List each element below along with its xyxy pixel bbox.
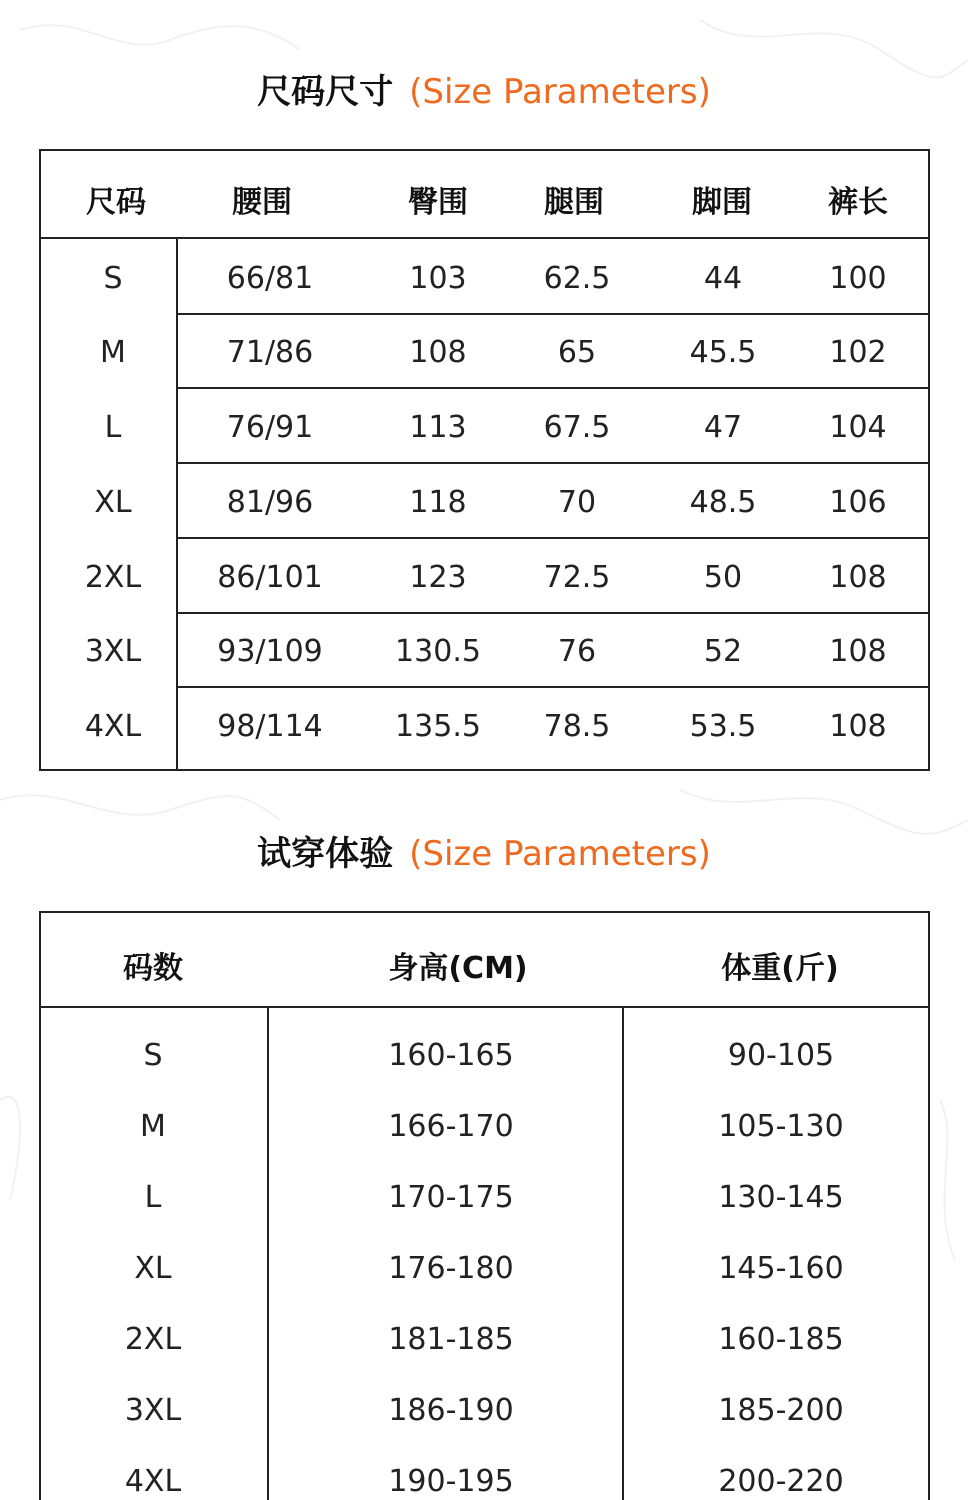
hip-cell: 118 (409, 485, 467, 520)
fit-title-zh: 试穿体验 (257, 834, 394, 874)
waist-cell: 66/81 (226, 261, 314, 296)
size-cell: 2XL (84, 560, 142, 595)
table-row (41, 1020, 928, 1091)
size-cell: L (104, 410, 122, 445)
size-code-cell: L (144, 1180, 162, 1215)
table-row (41, 241, 928, 315)
weight-cell: 145-160 (718, 1251, 844, 1286)
hem-cell: 47 (703, 410, 743, 445)
table-row (41, 1233, 928, 1304)
size-code-cell: 2XL (124, 1322, 182, 1357)
height-cell: 186-190 (388, 1393, 514, 1428)
length-cell: 102 (829, 335, 887, 370)
header-height: 身高(CM) (388, 951, 528, 986)
hem-cell: 50 (703, 560, 743, 595)
waist-cell: 98/114 (217, 709, 323, 744)
fit-table-header (41, 913, 928, 1008)
thigh-cell: 72.5 (543, 560, 611, 595)
height-cell: 166-170 (388, 1109, 514, 1144)
thigh-cell: 78.5 (543, 709, 611, 744)
size-code-cell: M (140, 1109, 166, 1144)
waist-cell: 93/109 (217, 634, 323, 669)
table-row (41, 1304, 928, 1375)
table-row (41, 465, 928, 539)
waist-cell: 71/86 (226, 335, 314, 370)
waist-cell: 86/101 (217, 560, 323, 595)
size-cell: 3XL (84, 634, 142, 669)
thigh-cell: 67.5 (543, 410, 611, 445)
size-cell: XL (94, 485, 132, 520)
hip-cell: 130.5 (395, 634, 481, 669)
hem-cell: 44 (703, 261, 743, 296)
waist-cell: 81/96 (226, 485, 314, 520)
weight-cell: 130-145 (718, 1180, 844, 1215)
size-code-cell: 3XL (124, 1393, 182, 1428)
hem-cell: 45.5 (689, 335, 757, 370)
weight-cell: 90-105 (727, 1038, 835, 1073)
table-row (41, 540, 928, 614)
table-row (41, 390, 928, 464)
hip-cell: 103 (409, 261, 467, 296)
weight-cell: 185-200 (718, 1393, 844, 1428)
table-row (41, 689, 928, 763)
row-divider (178, 686, 928, 688)
waist-cell: 76/91 (226, 410, 314, 445)
size-table (39, 149, 930, 771)
thigh-cell: 70 (557, 485, 597, 520)
height-cell: 160-165 (388, 1038, 514, 1073)
table-row (41, 614, 928, 688)
row-divider (178, 462, 928, 464)
table-row (41, 1091, 928, 1162)
size-title-en: (Size Parameters) (409, 72, 711, 112)
header-weight: 体重(斤) (721, 951, 839, 986)
header-hem: 脚围 (692, 185, 752, 220)
hip-cell: 108 (409, 335, 467, 370)
row-divider (178, 387, 928, 389)
table-row (41, 1375, 928, 1446)
length-cell: 104 (829, 410, 887, 445)
hem-cell: 53.5 (689, 709, 757, 744)
hip-cell: 135.5 (395, 709, 481, 744)
fit-section-title (0, 826, 968, 875)
hip-cell: 123 (409, 560, 467, 595)
thigh-cell: 76 (557, 634, 597, 669)
height-cell: 176-180 (388, 1251, 514, 1286)
table-row (41, 1162, 928, 1233)
size-section-title (0, 64, 968, 113)
header-size-code: 码数 (123, 951, 183, 986)
size-code-cell: XL (134, 1251, 172, 1286)
row-divider (178, 537, 928, 539)
length-cell: 108 (829, 709, 887, 744)
thigh-cell: 65 (557, 335, 597, 370)
fit-title-en: (Size Parameters) (409, 834, 711, 874)
header-length: 裤长 (828, 185, 888, 220)
weight-cell: 160-185 (718, 1322, 844, 1357)
weight-cell: 105-130 (718, 1109, 844, 1144)
length-cell: 108 (829, 634, 887, 669)
height-cell: 181-185 (388, 1322, 514, 1357)
table-row (41, 315, 928, 389)
length-cell: 108 (829, 560, 887, 595)
size-cell: S (103, 261, 123, 296)
header-hip: 臀围 (408, 185, 468, 220)
hem-cell: 48.5 (689, 485, 757, 520)
size-code-cell: S (143, 1038, 163, 1073)
length-cell: 100 (829, 261, 887, 296)
height-cell: 190-195 (388, 1464, 514, 1499)
thigh-cell: 62.5 (543, 261, 611, 296)
size-title-zh: 尺码尺寸 (257, 72, 394, 112)
header-thigh: 腿围 (544, 185, 604, 220)
size-code-cell: 4XL (124, 1464, 182, 1499)
hem-cell: 52 (703, 634, 743, 669)
size-cell: 4XL (84, 709, 142, 744)
size-table-header (41, 151, 928, 239)
length-cell: 106 (829, 485, 887, 520)
size-cell: M (100, 335, 126, 370)
header-size: 尺码 (86, 185, 146, 220)
weight-cell: 200-220 (718, 1464, 844, 1499)
table-row (41, 1446, 928, 1500)
header-waist: 腰围 (232, 185, 292, 220)
height-cell: 170-175 (388, 1180, 514, 1215)
hip-cell: 113 (409, 410, 467, 445)
fit-table (39, 911, 930, 1500)
